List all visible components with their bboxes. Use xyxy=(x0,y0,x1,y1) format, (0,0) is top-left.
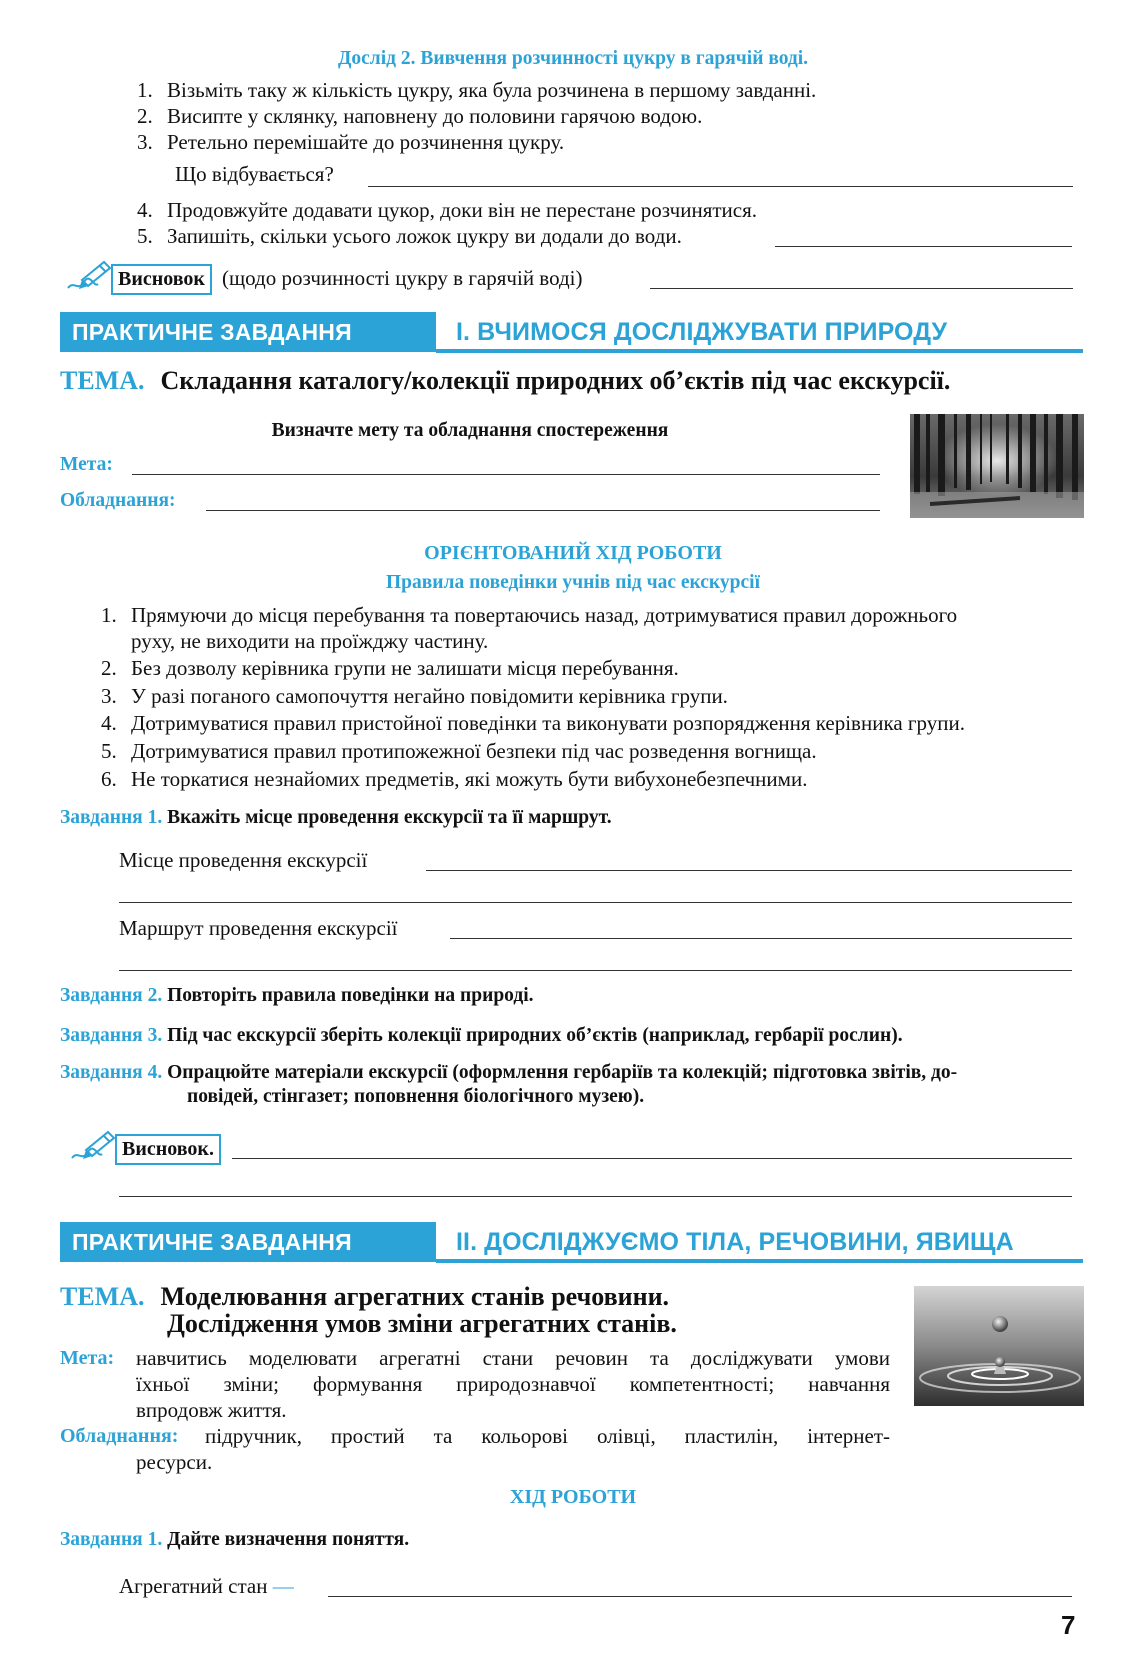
list-item: 6. Не торкатися незнайомих предметів, які можуть бути вибухонебезпечними. xyxy=(101,767,808,791)
task-4: Завдання 4. Опрацюйте матеріали екскурсії (оформлення гербаріїв та колекцій; підготовка звітів, до- xyxy=(60,1062,958,1083)
task-1: Завдання 1. Дайте визначення поняття. xyxy=(60,1529,410,1550)
route-input-line-2[interactable] xyxy=(119,970,1072,971)
question-label: Що відбувається? xyxy=(175,162,334,186)
goal-text: навчитись моделювати агрегатні стани речовин та досліджувати умови xyxy=(136,1346,890,1370)
water-drop-photo xyxy=(914,1286,1084,1406)
route-input-line[interactable] xyxy=(450,938,1072,939)
list-item-continuation: руху, не виходити на проїжджу частину. xyxy=(131,629,489,653)
conclusion-hint: (щодо розчинності цукру в гарячій воді) xyxy=(222,266,583,290)
list-item: 2. Без дозволу керівника групи не залишати місця перебування. xyxy=(101,656,679,680)
goal-heading: Визначте мету та обладнання спостереження xyxy=(271,420,669,441)
pencil-writing-icon xyxy=(68,1128,116,1164)
equipment-input-line[interactable] xyxy=(206,510,880,511)
topic-heading-line-2: Дослідження умов зміни агрегатних станів. xyxy=(167,1309,677,1338)
forest-photo xyxy=(910,414,1084,518)
route-label: Маршрут проведення екскурсії xyxy=(119,916,398,940)
list-item: 1. Прямуючи до місця перебування та повертаючись назад, дотримуватися правил дорожнього xyxy=(101,603,958,627)
task-1: Завдання 1. Вкажіть місце проведення екскурсії та її маршрут. xyxy=(60,807,612,828)
equipment-text-line-2: ресурси. xyxy=(136,1450,213,1474)
list-item: 5. Запишіть, скільки усього ложок цукру ви додали до води. xyxy=(137,224,682,248)
section-banner-label: ПРАКТИЧНЕ ЗАВДАННЯ xyxy=(60,1222,436,1262)
goal-label: Мета: xyxy=(60,454,113,475)
conclusion-input-line[interactable] xyxy=(232,1158,1072,1159)
work-heading: ХІД РОБОТИ xyxy=(509,1486,637,1508)
equipment-text: підручник, простий та кольорові олівці, пластилін, інтернет- xyxy=(205,1424,890,1448)
pencil-writing-icon xyxy=(64,258,112,294)
place-input-line[interactable] xyxy=(426,870,1072,871)
banner-divider xyxy=(436,1259,1083,1263)
task-3: Завдання 3. Під час екскурсії зберіть колекції природних об’єктів (наприклад, гербарії рослин). xyxy=(60,1025,903,1046)
list-item: 4. Продовжуйте додавати цукор, доки він не перестане розчинятися. xyxy=(137,198,758,222)
list-item: 3. Ретельно перемішайте до розчинення цукру. xyxy=(137,130,565,154)
list-item: 1. Візьміть таку ж кількість цукру, яка була розчинена в першому завданні. xyxy=(137,78,817,102)
conclusion-label: Висновок xyxy=(111,264,212,295)
term-label: Агрегатний стан — xyxy=(119,1574,294,1598)
experiment-title: Дослід 2. Вивчення розчинності цукру в гарячій воді. xyxy=(337,48,809,69)
goal-text-line-3: впродовж життя. xyxy=(136,1398,287,1422)
goal-text-line-2: їхньої зміни; формування природознавчої компетентності; навчання xyxy=(136,1372,890,1396)
place-input-line-2[interactable] xyxy=(119,902,1072,903)
answer-line[interactable] xyxy=(775,246,1072,247)
topic-heading: ТЕМА. Моделювання агрегатних станів речовини. xyxy=(60,1282,670,1311)
list-item: 4. Дотримуватися правил пристойної поведінки та виконувати розпорядження керівника групи. xyxy=(101,711,965,735)
section-banner-label: ПРАКТИЧНЕ ЗАВДАННЯ xyxy=(60,312,436,352)
conclusion-input-line-2[interactable] xyxy=(119,1196,1072,1197)
list-item: 5. Дотримуватися правил протипожежної безпеки під час розведення вогнища. xyxy=(101,739,817,763)
definition-input-line[interactable] xyxy=(328,1596,1072,1597)
task-2: Завдання 2. Повторіть правила поведінки на природі. xyxy=(60,985,534,1006)
conclusion-label: Висновок. xyxy=(115,1134,221,1165)
topic-heading: ТЕМА. Складання каталогу/колекції природних об’єктів під час екскурсії. xyxy=(60,366,951,395)
section-banner-title: І. ВЧИМОСЯ ДОСЛІДЖУВАТИ ПРИРОДУ xyxy=(456,318,948,346)
equipment-label: Обладнання: xyxy=(60,490,176,511)
rules-heading: Правила поведінки учнів під час екскурсії xyxy=(386,572,760,593)
goal-input-line[interactable] xyxy=(132,474,880,475)
task-4-continuation: повідей, стінгазет; поповнення біологічного музею). xyxy=(187,1086,645,1107)
list-item: 2. Висипте у склянку, наповнену до половини гарячою водою. xyxy=(137,104,703,128)
answer-line[interactable] xyxy=(368,186,1073,187)
section-banner-title: ІІ. ДОСЛІДЖУЄМО ТІЛА, РЕЧОВИНИ, ЯВИЩА xyxy=(456,1228,1014,1256)
place-label: Місце проведення екскурсії xyxy=(119,848,368,872)
work-heading: ОРІЄНТОВАНИЙ ХІД РОБОТИ xyxy=(424,542,722,564)
equipment-label: Обладнання: xyxy=(60,1425,179,1447)
page-number: 7 xyxy=(1061,1610,1076,1640)
goal-label: Мета: xyxy=(60,1347,115,1369)
list-item: 3. У разі поганого самопочуття негайно повідомити керівника групи. xyxy=(101,684,728,708)
banner-divider xyxy=(436,349,1083,353)
answer-line[interactable] xyxy=(650,288,1073,289)
